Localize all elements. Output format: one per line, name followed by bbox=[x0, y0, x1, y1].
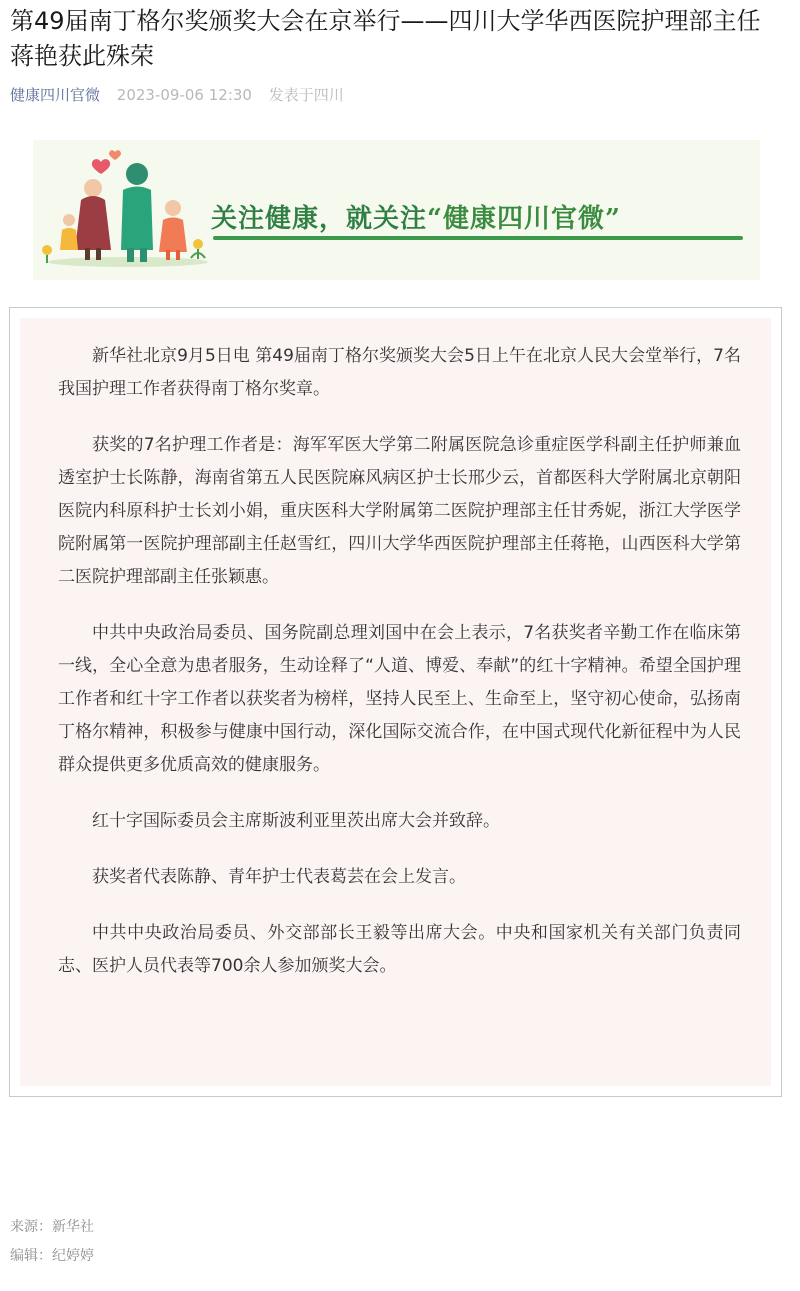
family-illustration-icon bbox=[33, 140, 213, 280]
slogan-account: “健康四川官微” bbox=[427, 204, 621, 234]
paragraph: 获奖的7名护理工作者是：海军军医大学第二附属医院急诊重症医学科副主任护师兼血透室护士长陈静，海南省第五人民医院麻风病区护士长邢少云，首都医科大学附属北京朝阳医院内科原科护士长刘小娟，重庆医科大学附属第二医院护理部主任甘秀妮，浙江大学医学院附属第一医院护理部副主任赵雪红，四川大学华西医院护理部主任蒋艳，山西医科大学第二医院护理部副主任张颖惠。 bbox=[58, 435, 741, 587]
slogan-underline bbox=[213, 236, 743, 240]
paragraph: 红十字国际委员会主席斯波利亚里茨出席大会并致辞。 bbox=[92, 811, 500, 831]
paragraph: 中共中央政治局委员、国务院副总理刘国中在会上表示，7名获奖者辛勤工作在临床第一线，全心全意为患者服务，生动诠释了“人道、博爱、奉献”的红十字精神。希望全国护理工作者和红十字工作者以获奖者为榜样，坚持人民至上、生命至上，坚守初心使命，弘扬南丁格尔精神，积极参与健康中国行动，深化国际交流合作，在中国式现代化新征程中为人民群众提供更多优质高效的健康服务。 bbox=[58, 623, 741, 775]
source-credit: 来源：新华社 bbox=[10, 1219, 94, 1235]
article-meta bbox=[10, 84, 344, 105]
banner-image bbox=[33, 140, 760, 280]
paragraph: 获奖者代表陈静、青年护士代表葛芸在会上发言。 bbox=[92, 867, 466, 887]
slogan-prefix: 关注健康，就关注 bbox=[211, 204, 428, 234]
article-title: 第49届南丁格尔奖颁奖大会在京举行——四川大学华西医院护理部主任蒋艳获此殊荣 bbox=[10, 7, 761, 70]
publish-time: 2023-09-06 12:30 bbox=[116, 86, 252, 104]
article-body-frame bbox=[9, 307, 782, 1097]
banner-slogan bbox=[211, 198, 621, 235]
article-body bbox=[20, 318, 771, 1086]
editor-credit: 编辑：纪婷婷 bbox=[10, 1248, 94, 1264]
account-name-link[interactable]: 健康四川官微 bbox=[10, 86, 101, 104]
paragraph: 新华社北京9月5日电 第49届南丁格尔奖颁奖大会5日上午在北京人民大会堂举行，7名我国护理工作者获得南丁格尔奖章。 bbox=[58, 346, 741, 399]
paragraph: 中共中央政治局委员、外交部部长王毅等出席大会。中央和国家机关有关部门负责同志、医护人员代表等700余人参加颁奖大会。 bbox=[58, 923, 741, 976]
publish-location: 发表于四川 bbox=[268, 86, 344, 104]
